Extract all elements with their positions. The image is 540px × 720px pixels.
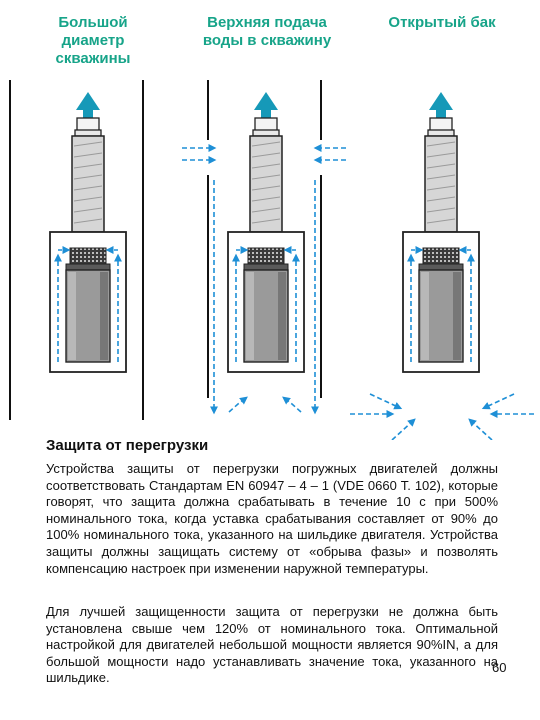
pump-3 <box>403 92 479 372</box>
intake-ring <box>419 264 463 270</box>
pump-column <box>72 136 104 232</box>
pump-collar <box>428 130 454 136</box>
pump-column <box>425 136 457 232</box>
pump-2 <box>228 92 304 372</box>
up-arrow-icon <box>76 92 100 118</box>
intake-ring <box>244 264 288 270</box>
converging-flow-arrows <box>350 394 534 440</box>
pump-collar <box>75 130 101 136</box>
up-arrow-icon <box>429 92 453 118</box>
intake-screen <box>248 248 284 264</box>
page-number: 60 <box>492 660 507 675</box>
section-heading: Защита от перегрузки <box>46 437 209 454</box>
title-large-borehole: Большой диаметр скважины <box>55 14 131 67</box>
up-arrow-icon <box>254 92 278 118</box>
intake-screen <box>70 248 106 264</box>
pump-1 <box>50 92 126 372</box>
intake-screen <box>423 248 459 264</box>
intake-ring <box>66 264 110 270</box>
paragraph-setting: Для лучшей защищенности защита от перегрузки не должна быть установлена свыше чем 120% от номинального тока. Оптимальной настройкой для двигателей небольшой мощности является 90%IN, а для большой мощности надо устанавливать значение тока, указанного на шильдике. <box>46 604 498 686</box>
title-open-tank: Открытый бак <box>388 14 496 31</box>
pump-collar <box>253 130 279 136</box>
paragraph-standards: Устройства защиты от перегрузки погружных двигателей должны соответствовать Стандартам EN 60947 – 4 – 1 (VDE 0660 Т. 102), которые говорят, что защита должна срабатывать в течение 10 с при 500% номинального тока, когда уставка срабатывания составляет от 90% до 100% номинального тока, указанного на шильдике двигателя. Устройства защиты должны защищать систему от «обрыва фазы» и позволять компенсацию настроек при изменении наружной температуры. <box>46 461 498 576</box>
pump-column <box>250 136 282 232</box>
title-top-water-feed: Верхняя подача воды в скважину <box>202 14 332 49</box>
